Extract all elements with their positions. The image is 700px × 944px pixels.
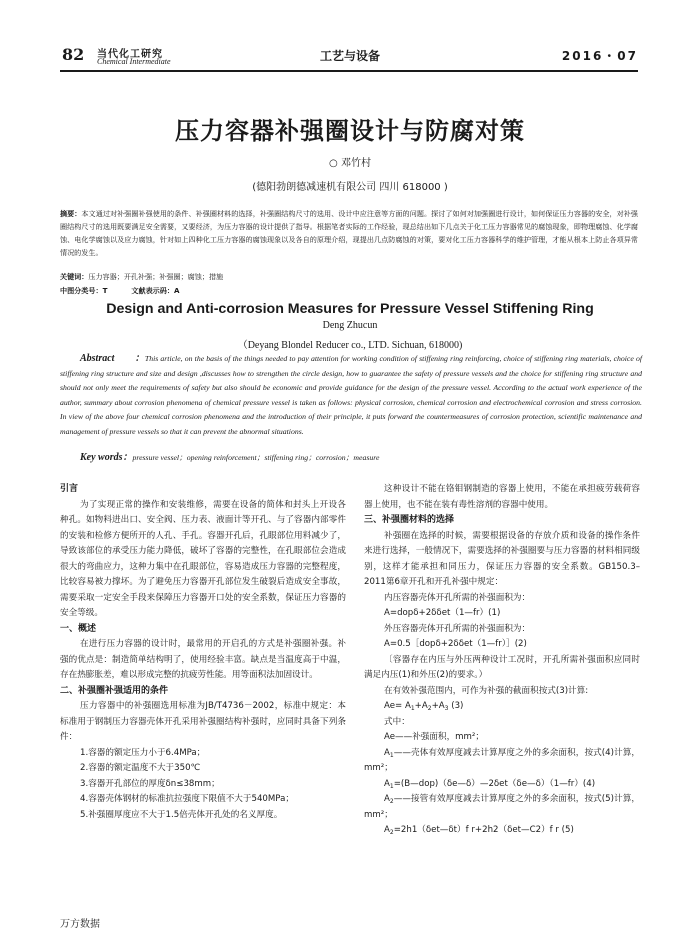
doc-code-value: A: [173, 286, 180, 295]
a1-sub: 1: [389, 751, 394, 759]
eq5-sub: 2: [389, 829, 394, 836]
author-en: Deng Zhucun: [322, 320, 378, 331]
abstract-cn-label: 摘要：: [60, 209, 82, 218]
body-right-column: [364, 482, 640, 839]
a2-symbol: A: [384, 794, 390, 804]
keywords-en-colon: ：: [122, 452, 133, 463]
abstract-cn: [60, 207, 638, 259]
abstract-en-colon: ：: [134, 353, 145, 364]
affiliation-cn: (德阳勃朗德减速机有限公司 四川 618000 ): [252, 182, 448, 193]
a1-symbol: A: [384, 747, 390, 758]
equation-2-note: 〔容器存在内压与外压两种设计工况时，开孔所需补强面积应同时满足内压(1)和外压(2)的要求。）: [364, 654, 640, 680]
journal-name-en: Chemical Intermediate: [97, 57, 171, 66]
continued-paragraph: 这种设计不能在铬钼钢制造的容器上使用，不能在承担疲劳载荷容器上使用，也不能在装有毒性溶剂的容器中使用。: [364, 484, 640, 510]
issue-number: 2016・07: [561, 49, 638, 63]
abstract-en-label: Abstract: [80, 353, 115, 364]
keywords-en-text: pressure vessel；opening reinforcement；stiffening ring；corrosion；measure: [132, 453, 380, 462]
affiliation-en: （Deyang Blondel Reducer co., LTD. Sichuan, 618000): [237, 340, 463, 351]
keywords-cn-text: 压力容器；开孔补强；补强圈；腐蚀；措施: [88, 272, 224, 281]
author-cn: ○ 邓竹村: [329, 158, 371, 169]
equation-1: A=dopδ+2δδet（1—fr）(1): [384, 608, 501, 618]
article-title-cn: 压力容器补强圈设计与防腐对策: [175, 117, 525, 145]
section-title: 工艺与设备: [319, 49, 380, 63]
outer-pressure-intro: 外压容器壳体开孔所需的补强面积为：: [384, 623, 531, 634]
a1-definition: [364, 746, 640, 777]
eq3-plus: +A: [431, 701, 445, 711]
body-left-column: [60, 482, 346, 823]
abstract-cn-text: 本文通过对补强圈补强使用的条件、补强圈材料的选择，补强圈结构尺寸的选用、设计中应注意等方面的问题。探讨了如何对加强圈进行设计，如何保证压力容器的安全，对补强圈结构尺寸的选用既要满足安全需要，又要经济，为压力容器的设计提供了指导。根据笔者实际的工作经验，现总结出如下几点关于化工压力容器常见的腐蚀现象，即物理腐蚀、化学腐蚀、电化学腐蚀以及应力腐蚀，针对如上四种化工压力容器的腐蚀现象以及各自的原理介绍，现提出几点防腐蚀的对策，要对化工压力容器科学的维护管理，才能从根本上防止各项异常情况的发生。: [60, 209, 639, 257]
condition-item: 5.补强圈厚度应不大于1.5倍壳体开孔处的名义厚度。: [80, 809, 283, 820]
effective-area-intro: 在有效补强范围内，可作为补强的截面积按式(3)计算:: [384, 685, 589, 696]
eq4-symbol: A: [384, 778, 390, 789]
equation-2: A=0.5［dopδ+2δδet（1—fr）］(2): [384, 639, 527, 649]
a2-sub: 2: [389, 798, 394, 805]
ae-definition: Ae——补强面积，mm²；: [384, 732, 484, 742]
clc-label: 中图分类号：: [60, 286, 103, 295]
footer-watermark: 万方数据: [60, 919, 100, 930]
abstract-en-text: This article, on the basis of the things needed to pay attention for working condition of stiffening ring reinforcing, choice of stiffening ring materials, choice of stiffening ring structure and size and design ,discusses how to strengthen the circle design, how to guarantee the safety of pressure vessels and the choice for stiffening ring structure and should not only meet the requirements of safety but also should be economic and provide guidance for the design of the pressure vessel. According to the actual work experience of the author, summary about corrosion phenomena of chemical pressure vessel is taken as follows: physical corrosion, chemical corrosion and electrochemical corrosion and stress corrosion. In view of the above four chemical corrosion phenomena and the introduction of their principle, it puts forward the countermeasures of corrosion protection, scientific maintenance and management of pressure vessels so that it can prevent the abnormal situations.: [60, 354, 642, 436]
journal-name-cn: 当代化工研究: [97, 49, 163, 60]
a1-definition-text: ——壳体有效厚度减去计算厚度之外的多余面积，按式(4)计算，mm²；: [364, 747, 640, 773]
page-number: 82: [62, 45, 85, 64]
a2-definition: [364, 792, 640, 823]
section-2-paragraph: 压力容器中的补强圈选用标准为JB/T4736－2002，标准中规定：本标准用于钢制压力容器壳体开孔采用补强圈结构补强时，应同时具备下列条件：: [60, 701, 346, 742]
intro-heading: 引言: [60, 484, 79, 494]
eq3-plus: +A: [414, 701, 428, 711]
eq5-text: =2h1（δet—δt）f r+2h2（δet—C2）f r (5): [393, 825, 574, 835]
condition-item: 4.容器壳体钢材的标准抗拉强度下限值不大于540MPa；: [80, 794, 294, 804]
header-divider: [60, 70, 638, 72]
condition-item: 1.容器的额定压力小于6.4MPa；: [80, 747, 206, 758]
inner-pressure-intro: 内压容器壳体开孔所需的补强面积为：: [384, 592, 531, 603]
eq4-sub: 1: [389, 782, 394, 790]
section-1-heading: 一、概述: [60, 623, 97, 634]
doc-code-label: 文献表示码：: [131, 286, 174, 295]
intro-paragraph: 为了实现正常的操作和安装维修，需要在设备的简体和封头上开设各种孔。如物料进出口、安全阀、压力表、液面计等开孔、与了容器内部零件的安装和检修方便所开的人孔、手孔。容器开孔后，孔眼部位用料减少了，导致该部位的承受压力能力降低，破坏了容器的完整性，在孔眼部位会造成很大的弯曲应力，这种力集中在孔眼部位，容易造成压力容器的完整程度，比较容易被力撑坏。为了避免压力容器开孔部位发生破裂后造成安全事故，需要采取一定安全手段来保障压力容器开口处的安全系数，保证压力容器的安全等级。: [60, 499, 346, 618]
eq3-sub: 3: [444, 705, 449, 712]
condition-item: 3.容器开孔部位的厚度δn≤38mm；: [80, 778, 220, 789]
clc-value: T: [102, 286, 108, 295]
eq3-lhs: Ae= A: [384, 701, 411, 711]
condition-item: 2.容器的额定温度不大于350℃: [80, 763, 201, 773]
eq4-text: =(B—dop)（δe—δ）—2δet（δe—δ）（1—fr）(4): [393, 778, 596, 789]
keywords-en-label: Key words: [80, 452, 123, 463]
section-1-paragraph: 在进行压力容器的设计时，最常用的开启孔的方式是补强圈补强。补强的优点是：制造简单结构明了，使用经验丰富。缺点是当温度高于中温，存在热膨胀差，难以形成完整的抗疲劳性能。用等面积法加固设计。: [60, 639, 346, 680]
equation-3: [364, 699, 640, 715]
article-title-en: Design and Anti-corrosion Measures for Pressure Vessel Stiffening Ring: [106, 301, 594, 317]
equation-5: [364, 823, 640, 839]
abstract-en: [60, 352, 642, 440]
classification: [60, 286, 638, 296]
eq3-sub: 2: [427, 705, 432, 712]
keywords-cn: [60, 272, 638, 282]
eq3-number: (3): [448, 701, 464, 711]
section-2-heading: 二、补强圈补强适用的条件: [60, 685, 169, 696]
eq5-symbol: A: [384, 825, 390, 835]
keywords-en: [80, 448, 640, 463]
section-3-paragraph: 补强圈在选择的时候，需要根据设备的存放介质和设备的操作条件来进行选择，一般情况下，需要选择的补强圈要与压力容器的材料相同级别，这样才能承担和同压力，保证压力容器的安全系数。GB150.3–2011第6章开孔和开孔补强中规定：: [364, 530, 640, 587]
equation-4: [364, 777, 640, 793]
section-3-heading: 三、补强圈材料的选择: [364, 515, 455, 525]
eq3-sub: 1: [410, 705, 415, 712]
keywords-cn-label: 关键词：: [60, 272, 89, 281]
where-label: 式中：: [384, 716, 410, 727]
a2-definition-text: ——接管有效厚度减去计算厚度之外的多余面积，按式(5)计算，mm²；: [364, 794, 640, 820]
